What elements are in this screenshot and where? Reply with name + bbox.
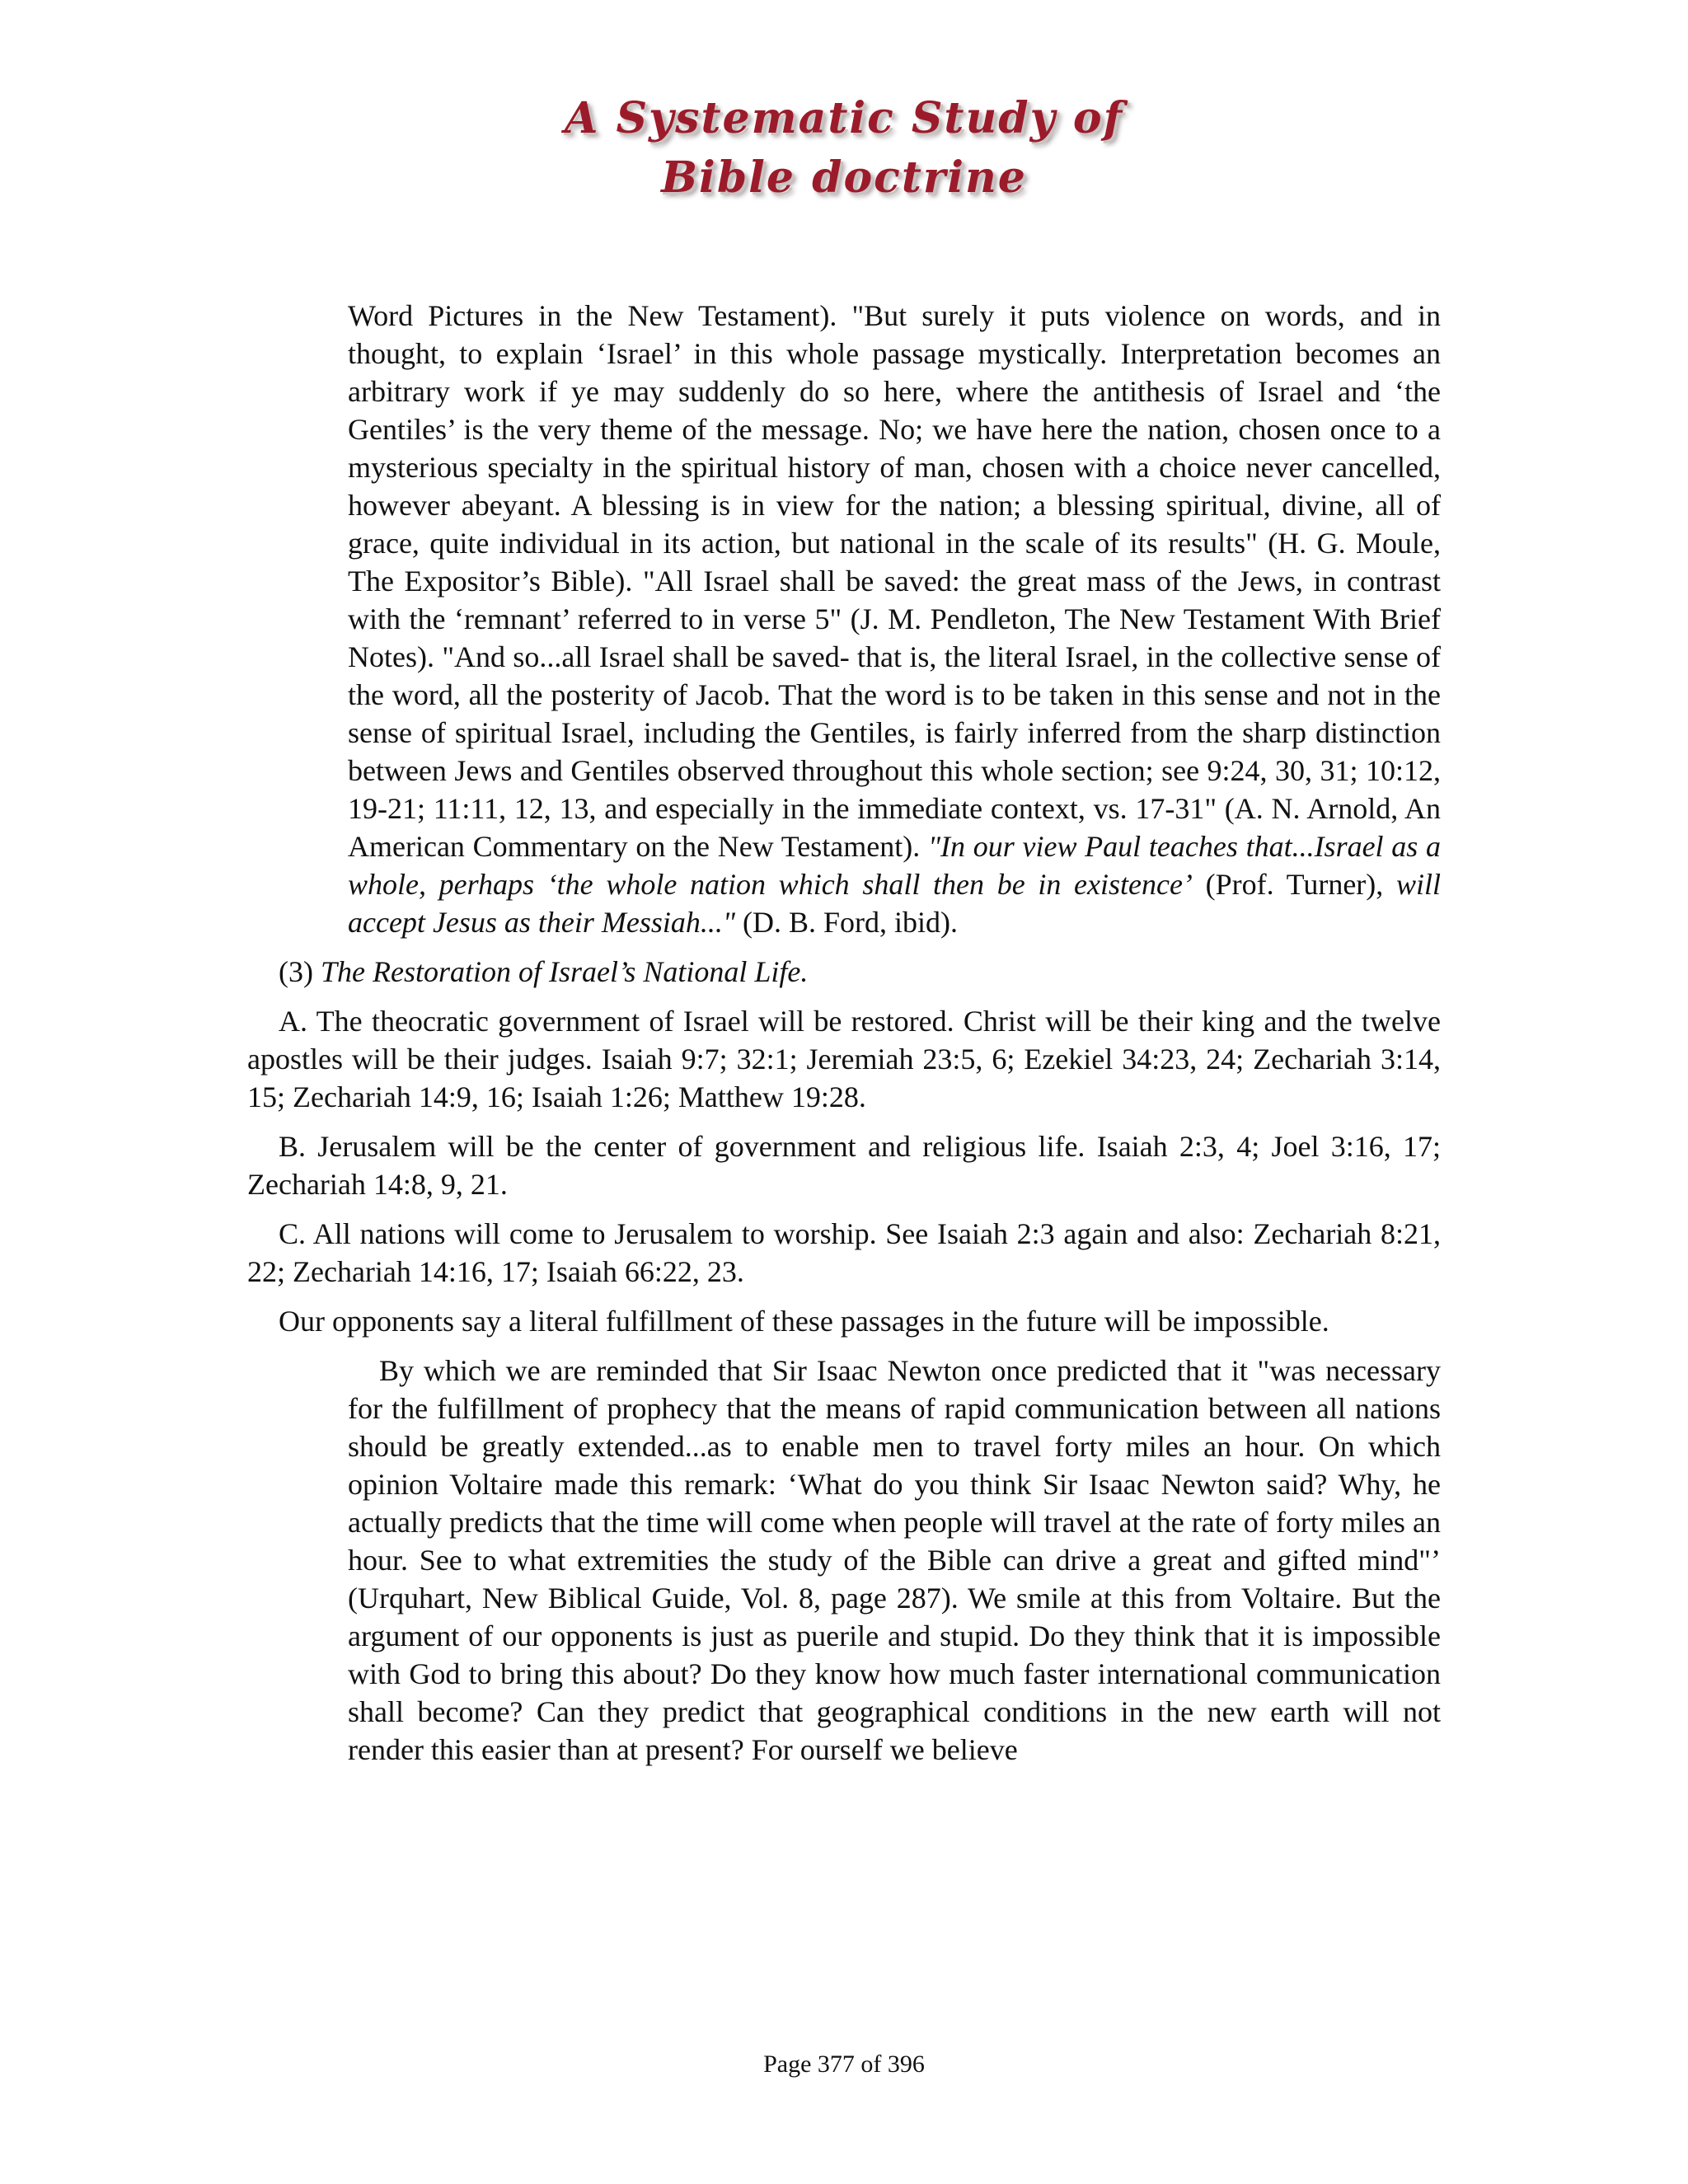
paragraph-c: C. All nations will come to Jerusalem to worship. See Isaiah 2:3 again and also: Zechariah 8:21, 22; Zechariah 14:16, 17; Isaiah 66:22, 23.: [247, 1217, 1441, 1288]
document-header-logo: [0, 89, 1688, 208]
block-quote-commentaries: [348, 297, 1441, 941]
logo-line-1: A Systematic Study of: [565, 93, 1123, 143]
quote-paragraph-newton: By which we are reminded that Sir Isaac Newton once predicted that it "was necessary for the fulfillment of prophecy that the means of rapid communication between all nations should be greatly extended...as to enable men to travel forty miles an hour. On which opinion Voltaire made this remark: ‘What do you think Sir Isaac Newton said? Why, he actually predicts that the time will come when people will travel at the rate of forty miles an hour. See to what extremities the study of the Bible can drive a great and gifted mind"’ (Urquhart, New Biblical Guide, Vol. 8, page 287). We smile at this from Voltaire. But the argument of our opponents is just as puerile and stupid. Do they think that it is impossible with God to bring this about? Do they know how much faster international communication shall become? Can they predict that geographical conditions in the new earth will not render this easier than at present? For ourself we believe: [348, 1354, 1441, 1766]
paragraph-b: B. Jerusalem will be the center of government and religious life. Isaiah 2:3, 4; Joel 3:16, 17; Zechariah 14:8, 9, 21.: [247, 1130, 1441, 1201]
paragraph-a: A. The theocratic government of Israel will be restored. Christ will be their king and the twelve apostles will be their judges. Isaiah 9:7; 32:1; Jeremiah 23:5, 6; Ezekiel 34:23, 24; Zechariah 3:14, 15; Zechariah 14:9, 16; Isaiah 1:26; Matthew 19:28.: [247, 1005, 1441, 1113]
section-number: (3): [279, 955, 321, 988]
section-heading: [247, 953, 1441, 991]
page-content: [247, 297, 1441, 1780]
quote-text: Word Pictures in the New Testament). "But surely it puts violence on words, and in thought, to explain ‘Israel’ in this whole passage mystically. Interpretation becomes an arbitrary work if ye may suddenly do so here, where the antithesis of Israel and ‘the Gentiles’ is the very theme of the message. No; we have here the nation, chosen once to a mysterious specialty in the spiritual history of man, chosen with a choice never cancelled, however abeyant. A blessing is in view for the nation; a blessing spiritual, divine, all of grace, quite individual in its action, but national in the scale of its results" (H. G. Moule, The Expositor’s Bible). "All Israel shall be saved: the great mass of the Jews, in contrast with the ‘remnant’ referred to in verse 5" (J. M. Pendleton, The New Testament With Brief Notes). "And so...all Israel shall be saved- that is, the literal Israel, in the collective sense of the word, all the posterity of Jacob. That the word is to be taken in this sense and not in the sense of spiritual Israel, including the Gentiles, is fairly inferred from the sharp distinction between Jews and Gentiles observed throughout this whole section; see 9:24, 30, 31; 10:12, 19-21; 11:11, 12, 13, and especially in the immediate context, vs. 17-31" (A. N. Arnold, An American Commentary on the New Testament).: [348, 299, 1441, 863]
section-title: The Restoration of Israel’s National Life.: [320, 955, 809, 988]
block-quote-newton: [348, 1352, 1441, 1769]
logo-line-2: Bible doctrine: [661, 152, 1027, 203]
page-number: Page 377 of 396: [763, 2050, 925, 2078]
quote-attribution: (Prof. Turner),: [1192, 868, 1396, 901]
paragraph-opponents: Our opponents say a literal fulfillment of these passages in the future will be impossible.: [279, 1305, 1329, 1338]
quote-attribution: (D. B. Ford, ibid).: [735, 906, 959, 939]
quote-italic-text: will accept Jesus as their Messiah...": [348, 868, 1441, 939]
quote-paragraph-israel: [348, 297, 1441, 941]
quote-italic-text: "In our view Paul teaches that...Israel as a whole, perhaps ‘the whole nation which shall then be in existence’: [348, 830, 1442, 901]
